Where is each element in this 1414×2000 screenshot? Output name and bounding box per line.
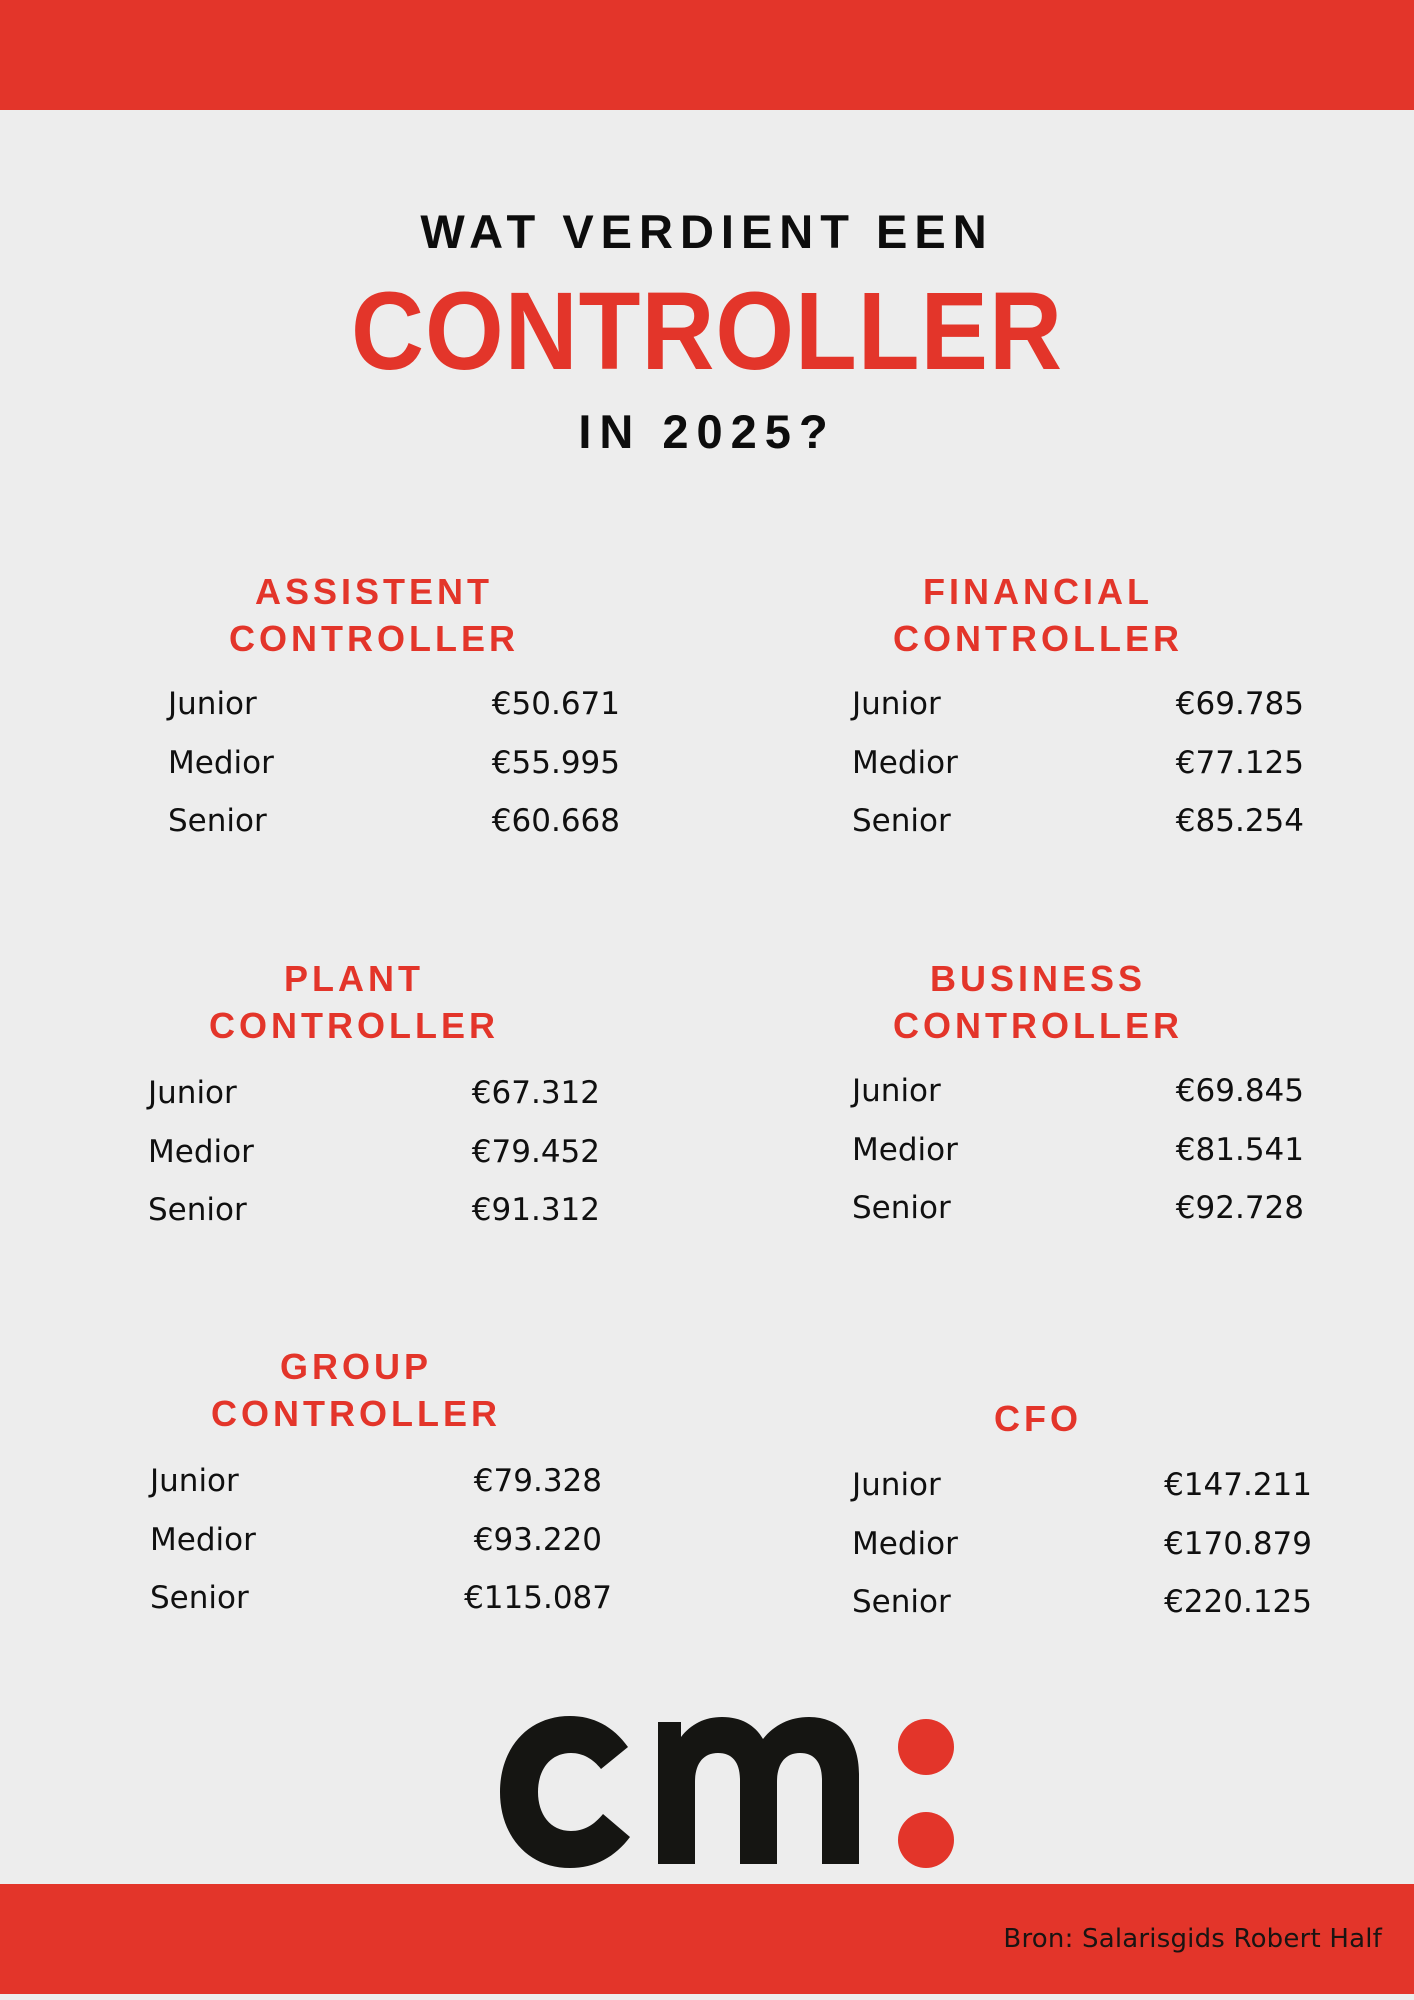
section-heading [128,955,580,1049]
section-heading-line-2: CONTROLLER [229,618,519,659]
logo-dot-top [898,1719,954,1775]
table-row [150,1580,612,1639]
section-heading [812,955,1264,1049]
level-label: Junior [148,1075,237,1111]
source-credit: Bron: Salarisgids Robert Half [1003,1924,1382,1954]
table-row [168,686,620,745]
salary-table [852,1073,1304,1249]
table-row [148,1192,600,1251]
level-label: Senior [852,803,951,839]
level-label: Senior [168,803,267,839]
salary-value: €69.785 [1175,686,1304,722]
section-heading-line-1: BUSINESS [929,958,1147,999]
salary-value: €85.254 [1175,803,1304,839]
salary-value: €115.087 [464,1580,612,1616]
footer-banner [0,1884,1414,1994]
level-label: Medior [852,1131,958,1168]
table-row [148,1075,600,1134]
section-heading [125,1343,587,1437]
salary-value: €91.312 [471,1192,600,1228]
salary-value: €50.671 [491,686,620,722]
level-label: Senior [852,1584,951,1620]
salary-value: €79.452 [471,1133,600,1170]
section-heading-line-2: CONTROLLER [211,1393,501,1434]
salary-value: €170.879 [1164,1525,1312,1562]
salary-value: €220.125 [1164,1584,1312,1620]
level-label: Medior [852,744,958,781]
salary-value: €69.845 [1175,1073,1304,1109]
section-heading [808,1395,1268,1442]
logo-dot-bottom [898,1812,954,1868]
section-heading-line-2: CONTROLLER [209,1005,499,1046]
level-label: Senior [148,1192,247,1228]
section-heading-line-1: GROUP [279,1346,432,1387]
table-row [148,1134,600,1193]
level-label: Senior [150,1580,249,1616]
salary-value: €79.328 [473,1463,602,1499]
salary-table [852,1467,1312,1643]
salary-value: €67.312 [471,1075,600,1111]
level-label: Medior [148,1133,254,1170]
salary-value: €55.995 [491,744,620,781]
salary-table [150,1463,612,1639]
table-row [168,803,620,862]
salary-table [148,1075,600,1251]
table-row [852,1190,1304,1249]
salary-table [852,686,1304,862]
level-label: Junior [150,1463,239,1499]
section-heading-line-1: PLANT [284,958,424,999]
level-label: Medior [150,1521,256,1558]
section-heading [148,568,600,662]
level-label: Medior [852,1525,958,1562]
table-row [852,745,1304,804]
table-row [150,1463,612,1522]
table-row [852,1584,1312,1643]
level-label: Junior [168,686,257,722]
table-row [852,1526,1312,1585]
salary-value: €81.541 [1175,1131,1304,1168]
section-heading [812,568,1264,662]
level-label: Junior [852,686,941,722]
level-label: Junior [852,1467,941,1503]
table-row [168,745,620,804]
title-line-1: WAT VERDIENT EEN [420,205,994,258]
salary-value: €60.668 [491,803,620,839]
table-row [150,1522,612,1581]
page-title: CONTROLLER [351,270,1063,393]
salary-value: €77.125 [1175,744,1304,781]
section-heading-line-1: CFO [994,1398,1082,1439]
salary-table [168,686,620,862]
logo-letter-c [500,1716,630,1868]
level-label: Medior [168,744,274,781]
table-row [852,686,1304,745]
salary-value: €147.211 [1164,1467,1312,1503]
salary-value: €92.728 [1175,1190,1304,1226]
table-row [852,803,1304,862]
table-row [852,1073,1304,1132]
title-line-3: IN 2025? [578,405,836,458]
section-heading-line-2: CONTROLLER [893,618,1183,659]
table-row [852,1132,1304,1191]
section-heading-line-1: FINANCIAL [923,571,1153,612]
section-heading-line-2: CONTROLLER [893,1005,1183,1046]
cm-logo-icon [498,1712,958,1868]
top-banner [0,0,1414,110]
section-heading-line-1: ASSISTENT [254,571,494,612]
logo-letter-m [645,1717,859,1864]
level-label: Junior [852,1073,941,1109]
salary-value: €93.220 [473,1521,602,1558]
level-label: Senior [852,1190,951,1226]
table-row [852,1467,1312,1526]
